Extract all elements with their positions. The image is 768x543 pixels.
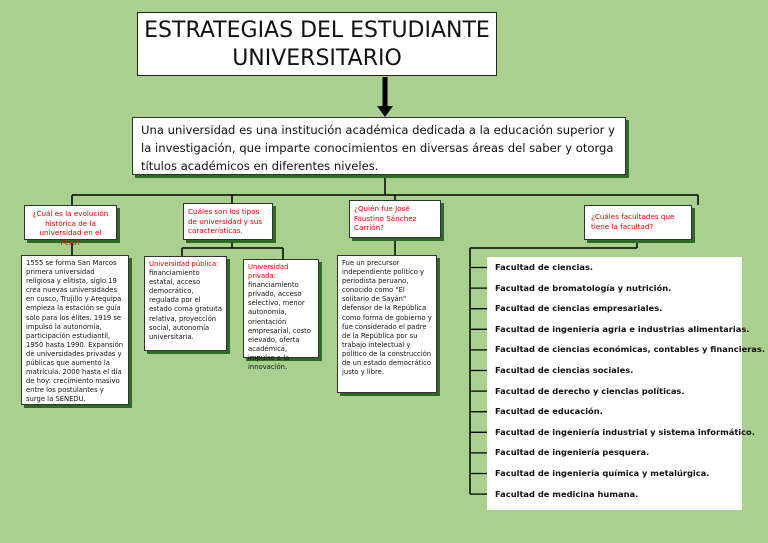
faculty-item: Facultad de ciencias empresariales. xyxy=(495,303,663,314)
faculty-item: Facultad de ciencias económicas, contables y financieras. xyxy=(495,344,765,355)
faculty-item: Facultad de ingeniería química y metalúrgica. xyxy=(495,468,710,478)
public-university-text: financiamiento estatal, acceso democrático, regulada por el estado coma gratuita relativa, proyección social, autonomía universitaria. xyxy=(149,269,222,341)
faculty-item: Facultad de educación. xyxy=(495,406,603,417)
diagram-title xyxy=(137,12,497,76)
private-university-label: Universidad privada: xyxy=(248,263,289,281)
public-university-box xyxy=(144,256,227,351)
faculty-item: Facultad de ingeniería agria e industrias alimentarias. xyxy=(495,323,750,334)
private-university-text: financiamiento privado, acceso selectivo, menor autonomía, orientación empresarial, costo elevado, oferta académica, impulso a la innovación. xyxy=(248,281,311,372)
title-line-2: UNIVERSITARIO xyxy=(232,46,402,71)
private-university-box xyxy=(243,259,319,372)
question-types: Cuáles son los tipos de universidad y sus características. xyxy=(183,203,273,240)
question-carrion: ¿Quién fue José Faustino Sánchez Carrión? xyxy=(349,200,441,238)
faculty-item: Facultad de medicina humana. xyxy=(495,488,639,499)
faculty-item: Facultad de ingeniería industrial y sistema informático. xyxy=(495,426,755,437)
question-history: ¿Cuál es la evolución histórica de la universidad en el Perú? xyxy=(24,205,117,240)
faculty-item: Facultad de bromatología y nutrición. xyxy=(495,282,672,293)
faculty-item: Facultad de ciencias. xyxy=(495,262,594,272)
history-box: 1555 se forma San Marcos primera universidad religiosa y elitista, siglo 19 crea nuevas universidades en cusco, Trujillo y Arequipa empieza la estación se guía solo para los élites. 1919 se impulsó la autonomía, participación estudiantil, 1950 hasta 1990. Expansión de universidades privadas y públicas que aumentó la matrícula. 2000 hasta el día de hoy: crecimiento masivo entre los postulantes y surge la SENEDU. xyxy=(21,255,129,405)
faculty-item: Facultad de ciencias sociales. xyxy=(495,365,634,375)
definition-box: Una universidad es una institución académica dedicada a la educación superior y la investigación, que imparte conocimientos en diversas áreas del saber y otorga títulos académicos en diferentes niveles. xyxy=(132,117,626,175)
carrion-box: Fue un precursor independiente político y periodista peruano, conocido como "El solitario de Sayán" defensor de la República como forma de gobierno y fue considerado el padre de la República por su trabajo intelectual y político de la construcción de un estado democrático justo y libre. xyxy=(337,255,437,393)
question-faculties: ¿Cuáles facultades que tiene la facultad? xyxy=(584,205,692,240)
faculty-item: Facultad de derecho y ciencias políticas. xyxy=(495,385,685,396)
faculty-item: Facultad de ingeniería pesquera. xyxy=(495,447,650,458)
title-line-1: ESTRATEGIAS DEL ESTUDIANTE xyxy=(144,18,490,43)
public-university-label: Universidad pública: xyxy=(149,260,219,268)
